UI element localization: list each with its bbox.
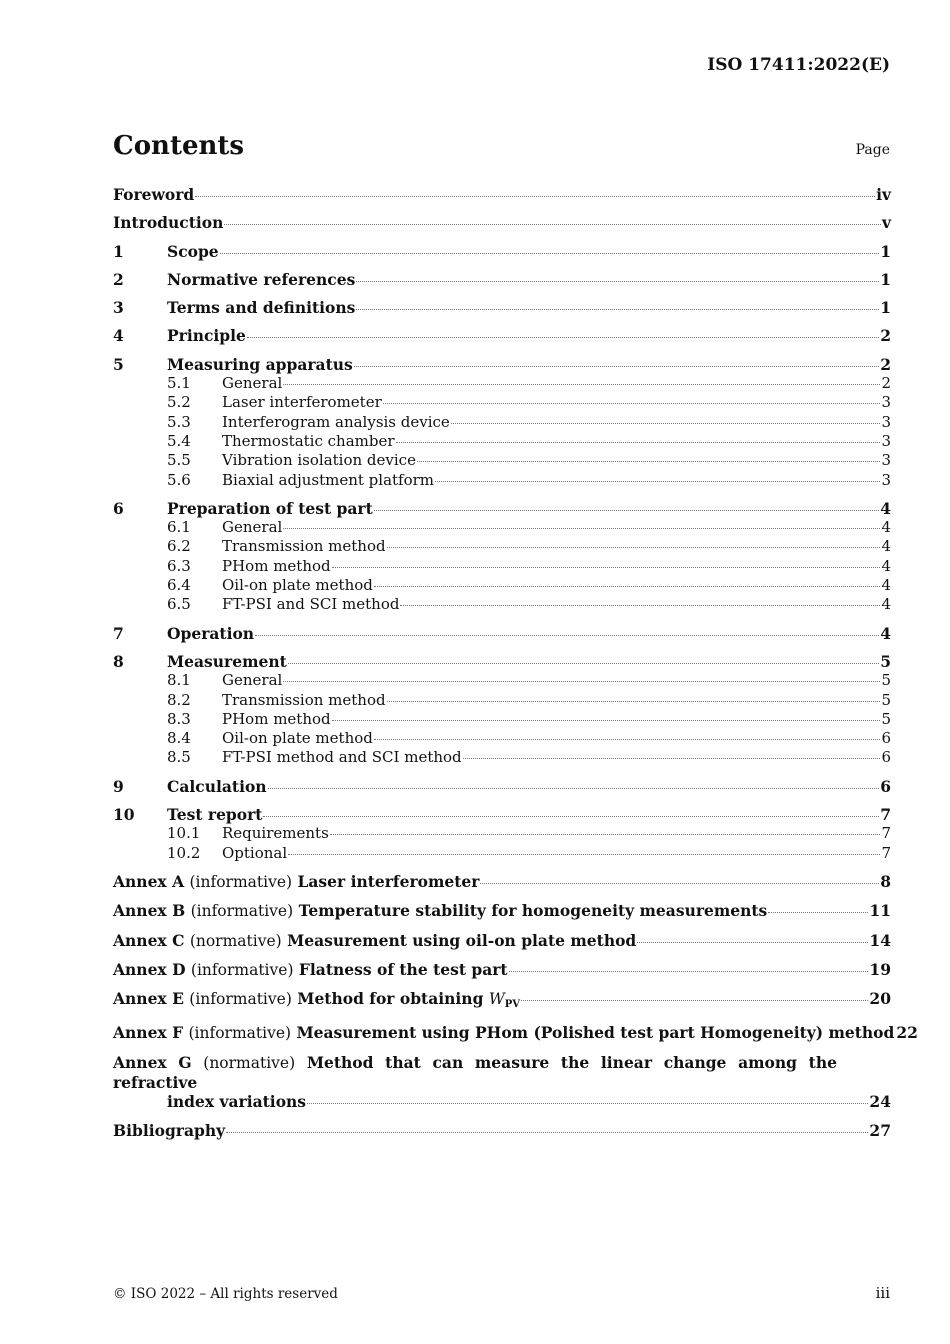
page-column-label: Page [855, 142, 890, 158]
annex-kind: (normative) [189, 931, 282, 950]
toc-title: Optional [222, 843, 288, 862]
toc-title [113, 872, 479, 892]
annex-label: Annex D [113, 959, 186, 979]
annex-title: Method for obtaining [297, 989, 484, 1009]
toc-entry-clause-8[interactable] [113, 652, 891, 671]
toc-page: 3 [881, 431, 891, 450]
toc-number: 6 [113, 498, 124, 518]
dot-leader [463, 757, 881, 759]
toc-title: Normative references [167, 269, 356, 289]
toc-title: General [222, 518, 283, 537]
dot-leader [417, 460, 881, 462]
toc-entry-foreword[interactable] [113, 185, 891, 204]
annex-label: Annex E [113, 989, 184, 1009]
toc-title: Scope [167, 241, 219, 261]
dot-leader [383, 402, 881, 404]
toc-title: PHom method [222, 556, 331, 575]
toc-title: Vibration isolation device [222, 451, 416, 470]
annex-title: Measurement using PHom (Polished test part Homogeneity) method [296, 1023, 895, 1043]
toc-number: 5 [113, 354, 124, 374]
toc-page: 11 [869, 901, 891, 921]
toc-page: 5 [881, 671, 891, 690]
toc-title: Principle [167, 326, 246, 346]
annex-title-line-1: Method that can measure the linear change among the refractive [113, 1052, 837, 1092]
dot-leader [332, 566, 881, 568]
toc-entry-5-2[interactable] [113, 393, 891, 412]
toc-number: 5.6 [167, 470, 191, 489]
dot-leader [288, 853, 880, 855]
toc-page: 4 [881, 537, 891, 556]
toc-entry-clause-1[interactable] [113, 242, 891, 261]
toc-page: 5 [881, 690, 891, 709]
toc-number: 6.4 [167, 576, 191, 595]
dot-leader [283, 680, 880, 682]
dot-leader [332, 719, 881, 721]
toc-title: FT-PSI and SCI method [222, 595, 400, 614]
toc-entry-8-3[interactable] [113, 710, 891, 729]
toc-entry-clause-4[interactable] [113, 326, 891, 345]
toc-page: iv [876, 185, 891, 204]
dot-leader [396, 441, 881, 443]
toc-number: 9 [113, 776, 124, 796]
toc-number: 6.1 [167, 518, 191, 537]
annex-kind: (normative) [203, 1053, 296, 1072]
toc-entry-bibliography[interactable] [113, 1121, 891, 1140]
dot-leader [509, 970, 869, 972]
toc-entry-clause-3[interactable] [113, 298, 891, 317]
toc-number: 8.3 [167, 709, 191, 728]
toc-page: 5 [880, 651, 891, 671]
dot-leader [356, 308, 879, 310]
symbol-w: W [488, 990, 505, 1009]
toc-page: 19 [869, 959, 891, 979]
annex-title: Laser interferometer [297, 871, 480, 891]
toc-title [113, 931, 636, 951]
dot-leader [220, 252, 880, 254]
toc-entry-5-1[interactable] [113, 374, 891, 393]
symbol-subscript: PV [504, 999, 521, 1011]
toc-page: 4 [881, 518, 891, 537]
dot-leader [195, 195, 875, 197]
dot-leader [374, 509, 879, 511]
toc-title [113, 960, 508, 980]
toc-title: Laser interferometer [222, 393, 382, 412]
toc-number: 10.1 [167, 824, 201, 843]
toc-entry-clause-2[interactable] [113, 270, 891, 289]
toc-page: 2 [881, 374, 891, 393]
toc-entry-5-6[interactable] [113, 471, 891, 490]
toc-title: Transmission method [222, 690, 386, 709]
annex-kind: (informative) [188, 1024, 292, 1043]
toc-entry-annex-g[interactable] [113, 1053, 891, 1112]
toc-page: 2 [880, 326, 891, 346]
toc-entry-clause-7[interactable] [113, 624, 891, 643]
annex-title-line-2: index variations [167, 1092, 307, 1112]
toc-number: 6.2 [167, 537, 191, 556]
annex-g-line-2 [113, 1092, 891, 1111]
toc-page: 6 [880, 776, 891, 796]
toc-number: 5.5 [167, 451, 191, 470]
toc-number: 2 [113, 269, 124, 289]
toc-entry-introduction[interactable] [113, 213, 891, 232]
toc-title: Calculation [167, 776, 267, 796]
toc-title: Foreword [113, 185, 195, 204]
toc-page: 1 [880, 269, 891, 289]
toc-number: 4 [113, 326, 124, 346]
toc-number: 8.4 [167, 729, 191, 748]
toc-title: Thermostatic chamber [222, 431, 395, 450]
toc-page: 14 [869, 930, 891, 950]
toc-entry-6-3[interactable] [113, 557, 891, 576]
toc-page: 5 [881, 709, 891, 728]
toc-title: Measuring apparatus [167, 354, 353, 374]
dot-leader [637, 941, 868, 943]
toc-entry-6-1[interactable] [113, 518, 891, 537]
toc-title: General [222, 374, 283, 393]
toc-page: 4 [881, 556, 891, 575]
toc-page: 22 [896, 1023, 918, 1043]
toc-page: 3 [881, 470, 891, 489]
toc-number: 5.2 [167, 393, 191, 412]
toc-title: PHom method [222, 709, 331, 728]
toc-entry-5-4[interactable] [113, 432, 891, 451]
toc-page: 3 [881, 451, 891, 470]
toc-page: 7 [881, 824, 891, 843]
toc-title: Oil-on plate method [222, 576, 373, 595]
copyright-notice: © ISO 2022 – All rights reserved [113, 1286, 338, 1302]
toc-number: 6.5 [167, 595, 191, 614]
toc-page: 4 [880, 498, 891, 518]
contents-title: Contents [113, 131, 245, 161]
toc-page: 7 [880, 805, 891, 825]
toc-title: Operation [167, 623, 255, 643]
toc-page: 1 [880, 241, 891, 261]
toc-entry-10-1[interactable] [113, 824, 891, 843]
dot-leader [283, 527, 880, 529]
toc-page: 27 [869, 1120, 891, 1140]
toc-entry-5-3[interactable] [113, 413, 891, 432]
toc-page: 20 [869, 989, 891, 1009]
toc-number: 8.1 [167, 671, 191, 690]
dot-leader [387, 546, 881, 548]
dot-leader [307, 1102, 868, 1104]
toc-title [113, 901, 767, 921]
toc-title: FT-PSI method and SCI method [222, 748, 462, 767]
toc-page: 4 [881, 595, 891, 614]
toc-page: 3 [881, 412, 891, 431]
toc-title: Biaxial adjustment platform [222, 470, 435, 489]
dot-leader [268, 787, 880, 789]
dot-leader [387, 700, 881, 702]
dot-leader [330, 833, 881, 835]
dot-leader [226, 1131, 868, 1133]
dot-leader [400, 604, 880, 606]
toc-number: 10.2 [167, 843, 201, 862]
toc-entry-annex-c[interactable] [113, 931, 891, 951]
toc-page: 6 [881, 748, 891, 767]
page-number: iii [875, 1284, 890, 1302]
dot-leader [283, 383, 880, 385]
dot-leader [354, 365, 879, 367]
dot-leader [224, 223, 881, 225]
toc-title [113, 1023, 894, 1043]
annex-kind: (informative) [190, 902, 294, 921]
annex-title: Temperature stability for homogeneity measurements [298, 901, 768, 921]
dot-leader [435, 480, 880, 482]
toc-entry-annex-e[interactable] [113, 989, 891, 1014]
toc-entry-8-1[interactable] [113, 671, 891, 690]
toc-entry-6-5[interactable] [113, 595, 891, 614]
toc-number: 5.1 [167, 374, 191, 393]
toc-number: 5.4 [167, 431, 191, 450]
toc-page: 2 [880, 354, 891, 374]
toc-entry-10-2[interactable] [113, 844, 891, 863]
toc-entry-8-4[interactable] [113, 729, 891, 748]
annex-label: Annex F [113, 1023, 184, 1043]
toc-entry-annex-b[interactable] [113, 901, 891, 921]
toc-number: 3 [113, 298, 124, 318]
toc-title: Measurement [167, 651, 287, 671]
toc-page: 7 [881, 843, 891, 862]
toc-page: 24 [869, 1092, 891, 1112]
document-id: ISO 17411:2022(E) [707, 55, 890, 75]
toc-page: 8 [880, 871, 891, 891]
toc-page: v [881, 213, 891, 233]
annex-label: Annex B [113, 901, 186, 921]
toc-number: 8.5 [167, 748, 191, 767]
toc-entry-annex-a[interactable] [113, 872, 891, 892]
toc-entry-clause-9[interactable] [113, 777, 891, 796]
toc-title: Terms and definitions [167, 298, 356, 318]
dot-leader [451, 422, 881, 424]
toc-entry-clause-10[interactable] [113, 805, 891, 824]
annex-g-line-1 [113, 1053, 837, 1093]
toc-title: Test report [167, 805, 263, 825]
toc-entry-8-5[interactable] [113, 748, 891, 767]
toc-title [113, 989, 520, 1014]
toc-page: 4 [880, 623, 891, 643]
dot-leader [521, 999, 868, 1001]
toc-number: 8.2 [167, 690, 191, 709]
dot-leader [356, 280, 879, 282]
toc-entry-clause-6[interactable] [113, 499, 891, 518]
table-of-contents [113, 185, 918, 1140]
toc-title: Bibliography [113, 1120, 226, 1140]
annex-kind: (informative) [189, 990, 292, 1009]
toc-title: Requirements [222, 824, 329, 843]
toc-page: 4 [881, 576, 891, 595]
toc-page: 6 [881, 729, 891, 748]
toc-page: 1 [880, 298, 891, 318]
toc-entry-5-5[interactable] [113, 451, 891, 470]
toc-number: 10 [113, 805, 135, 825]
toc-title: Transmission method [222, 537, 386, 556]
dot-leader [288, 662, 879, 664]
toc-entry-6-2[interactable] [113, 537, 891, 556]
annex-title: Flatness of the test part [298, 959, 508, 979]
toc-entry-annex-d[interactable] [113, 960, 891, 980]
toc-number: 6.3 [167, 556, 191, 575]
toc-title: Interferogram analysis device [222, 412, 450, 431]
toc-entry-8-2[interactable] [113, 691, 891, 710]
toc-title: Oil-on plate method [222, 729, 373, 748]
toc-number: 5.3 [167, 412, 191, 431]
dot-leader [247, 336, 879, 338]
toc-entry-clause-5[interactable] [113, 355, 891, 374]
toc-number: 1 [113, 241, 124, 261]
toc-title: General [222, 671, 283, 690]
dot-leader [768, 911, 868, 913]
toc-title: Introduction [113, 213, 224, 233]
dot-leader [374, 585, 881, 587]
annex-label: Annex G [113, 1052, 192, 1072]
annex-label: Annex C [113, 930, 185, 950]
annex-kind: (informative) [189, 872, 293, 891]
dot-leader [255, 634, 879, 636]
toc-page: 3 [881, 393, 891, 412]
toc-number: 7 [113, 623, 124, 643]
dot-leader [480, 882, 879, 884]
toc-title: Preparation of test part [167, 498, 373, 518]
dot-leader [374, 738, 881, 740]
annex-label: Annex A [113, 871, 185, 891]
toc-number: 8 [113, 651, 124, 671]
toc-entry-annex-f[interactable] [113, 1023, 918, 1043]
annex-kind: (informative) [190, 960, 294, 979]
annex-title: Measurement using oil-on plate method [287, 930, 637, 950]
toc-entry-6-4[interactable] [113, 576, 891, 595]
dot-leader [263, 815, 879, 817]
